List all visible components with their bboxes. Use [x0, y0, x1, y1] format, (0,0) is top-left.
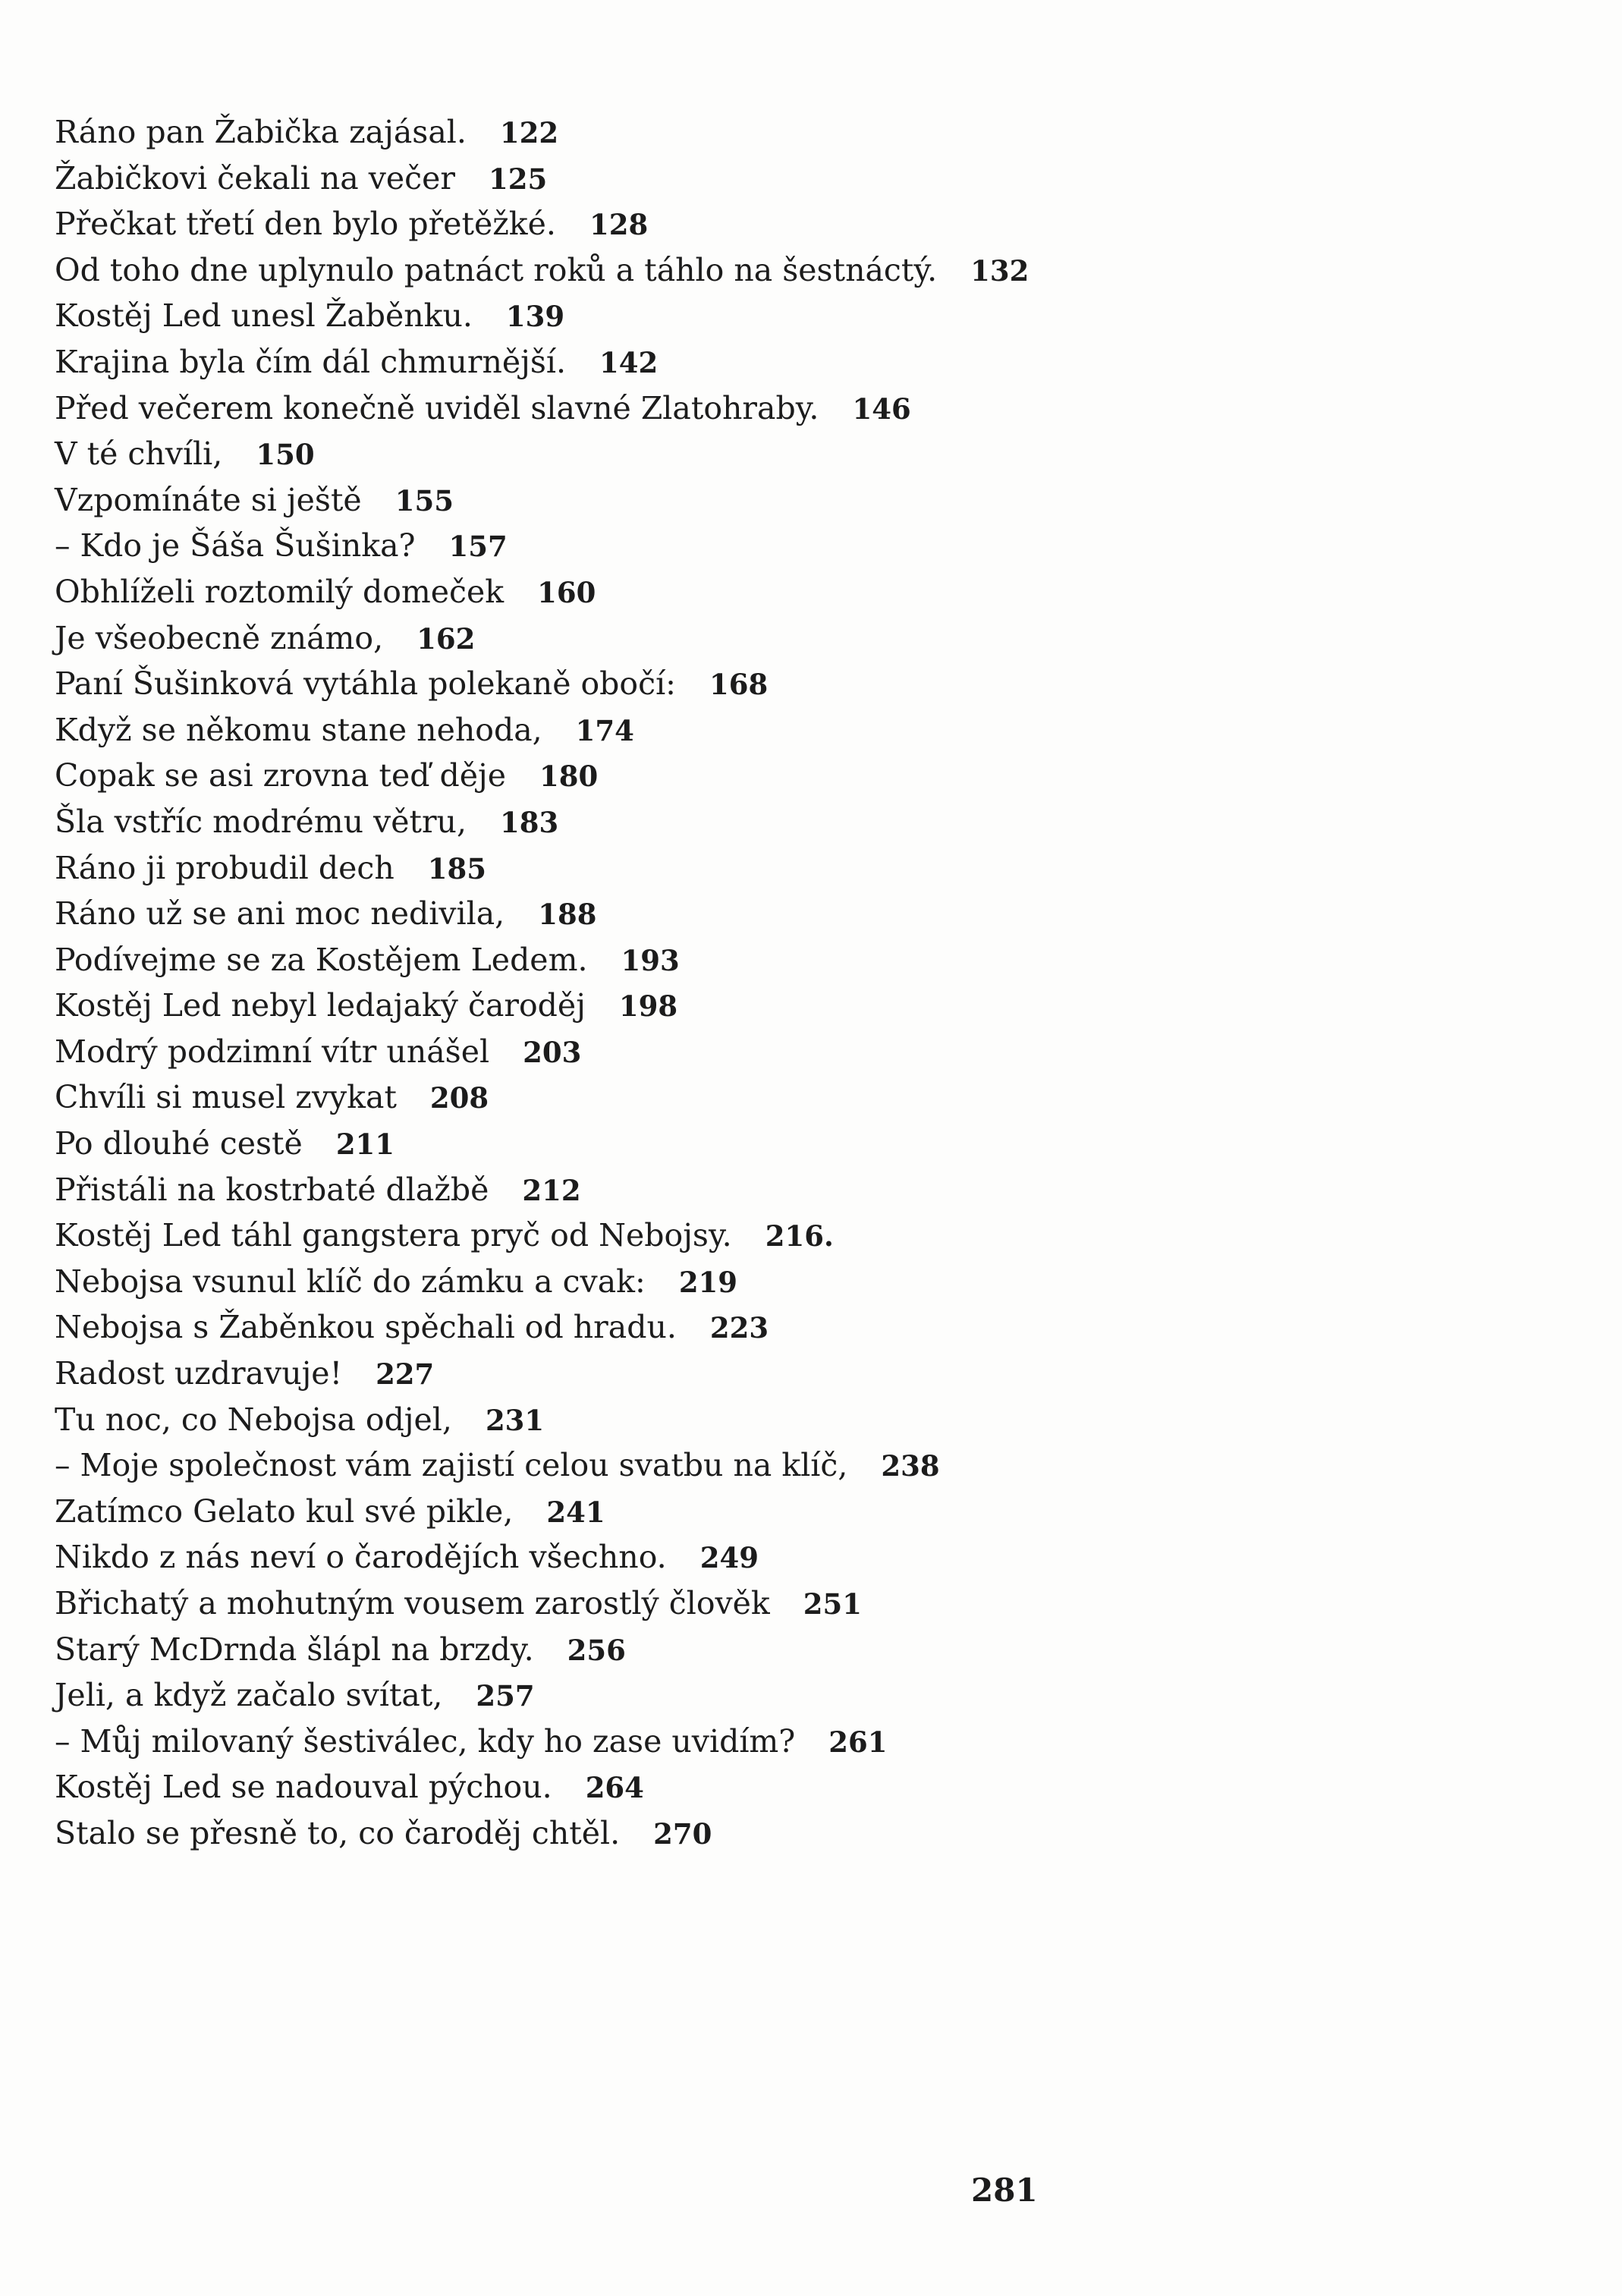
- toc-entry-page: 122: [499, 116, 559, 149]
- toc-entry: [55, 247, 1420, 294]
- toc-entry-title: Žabičkovi čekali na večer: [55, 159, 455, 197]
- toc-entry: [55, 1029, 1420, 1075]
- toc-entry-title: Paní Šušinková vytáhla polekaně obočí:: [55, 665, 676, 703]
- toc-entry-page: 216.: [765, 1219, 834, 1253]
- toc-entry-page: 249: [699, 1541, 759, 1575]
- toc-entry-title: Přistáli na kostrbaté dlažbě: [55, 1171, 489, 1208]
- toc-entry-page: 146: [852, 392, 911, 426]
- toc-entry-page: 203: [523, 1035, 582, 1069]
- toc-entry: [55, 845, 1420, 892]
- toc-entry-title: Modrý podzimní vítr unášel: [55, 1033, 490, 1070]
- toc-entry-title: Kostěj Led unesl Žaběnku.: [55, 297, 473, 335]
- toc-entry-title: Vzpomínáte si ještě: [55, 481, 362, 518]
- toc-entry: [55, 1397, 1420, 1443]
- toc-entry-page: 211: [335, 1128, 395, 1162]
- toc-entry-page: 257: [476, 1679, 535, 1713]
- toc-entry-page: 162: [417, 621, 476, 656]
- toc-entry: [55, 477, 1420, 524]
- toc-entry-title: Nikdo z nás neví o čarodějích všechno.: [55, 1539, 667, 1576]
- toc-entry-page: 160: [537, 575, 596, 609]
- toc-entry-title: Kostěj Led se nadouval pýchou.: [55, 1769, 552, 1806]
- toc-entry-page: 180: [539, 760, 599, 794]
- toc-entry-title: Kostěj Led táhl gangstera pryč od Nebojsy.: [55, 1217, 732, 1254]
- toc-entry-title: Když se někomu stane nehoda,: [55, 711, 542, 748]
- toc-entry: [55, 661, 1420, 707]
- toc-entry: [55, 983, 1420, 1029]
- toc-entry-title: Před večerem konečně uviděl slavné Zlatohraby.: [55, 389, 819, 426]
- toc-entry-page: 270: [653, 1816, 712, 1851]
- toc-entry-page: 185: [427, 851, 487, 885]
- toc-entry-title: – Můj milovaný šestiválec, kdy ho zase uvidím?: [55, 1722, 796, 1760]
- toc-entry: [55, 385, 1420, 432]
- toc-entry-page: 231: [485, 1403, 545, 1437]
- toc-entry-title: Kostěj Led nebyl ledajaký čaroděj: [55, 987, 586, 1024]
- toc-entry-title: Je všeobecně známo,: [55, 619, 384, 656]
- toc-entry-title: Přečkat třetí den bylo přetěžké.: [55, 206, 556, 243]
- toc-entry-page: 261: [828, 1725, 888, 1759]
- toc-entry: [55, 615, 1420, 662]
- toc-entry-title: – Kdo je Šáša Šušinka?: [55, 527, 416, 565]
- toc-entry-page: 183: [500, 805, 559, 839]
- toc-entry: [55, 1259, 1420, 1305]
- toc-entry: [55, 431, 1420, 477]
- toc-entry-page: 193: [621, 943, 680, 977]
- toc-entry: [55, 891, 1420, 937]
- toc-entry-title: Nebojsa s Žaběnkou spěchali od hradu.: [55, 1309, 677, 1346]
- toc-entry: [55, 1810, 1420, 1857]
- toc-entry: [55, 569, 1420, 615]
- toc-entry: [55, 1672, 1420, 1719]
- toc-entry: [55, 753, 1420, 799]
- toc-entry: [55, 1212, 1420, 1259]
- toc-entry: [55, 1121, 1420, 1167]
- toc-entry: [55, 799, 1420, 845]
- toc-entry-title: Chvíli si musel zvykat: [55, 1079, 397, 1116]
- toc-entry-page: 198: [618, 989, 678, 1024]
- toc-entry-page: 223: [709, 1311, 769, 1345]
- toc-entry: [55, 1764, 1420, 1810]
- toc-entry: [55, 523, 1420, 569]
- toc-entry-title: Starý McDrnda šlápl na brzdy.: [55, 1631, 534, 1668]
- toc-entry: [55, 293, 1420, 339]
- toc-entry-page: 264: [585, 1771, 644, 1805]
- toc-entry-page: 142: [599, 345, 659, 379]
- page-number: 281: [971, 2172, 1038, 2209]
- toc-entry-title: Břichatý a mohutným vousem zarostlý člověk: [55, 1585, 770, 1621]
- toc-entry-page: 174: [575, 713, 634, 747]
- toc-entry-title: Copak se asi zrovna teď děje: [55, 757, 507, 794]
- toc-entry-page: 208: [429, 1081, 489, 1115]
- toc-entry-page: 128: [589, 208, 649, 242]
- toc-entry-page: 251: [803, 1587, 863, 1621]
- toc-entry-title: Stalo se přesně to, co čaroděj chtěl.: [55, 1814, 621, 1851]
- toc-entry: [55, 1719, 1420, 1765]
- toc-entry-title: – Moje společnost vám zajistí celou svatbu na klíč,: [55, 1447, 848, 1484]
- toc-entry-title: Podívejme se za Kostějem Ledem.: [55, 941, 588, 978]
- toc-entry-page: 227: [376, 1357, 435, 1392]
- toc-entry: [55, 1627, 1420, 1673]
- toc-entry: [55, 1351, 1420, 1397]
- toc-entry-title: Ráno ji probudil dech: [55, 849, 394, 886]
- toc-entry-title: Nebojsa vsunul klíč do zámku a cvak:: [55, 1263, 646, 1300]
- toc-entry: [55, 1304, 1420, 1351]
- toc-entry: [55, 707, 1420, 753]
- toc-entry-title: Šla vstříc modrému větru,: [55, 803, 467, 840]
- toc-entry: [55, 1167, 1420, 1213]
- toc-entry-title: Zatímco Gelato kul své pikle,: [55, 1492, 514, 1530]
- toc-entry-page: 125: [489, 162, 548, 196]
- toc-entry-title: Jeli, a když začalo svítat,: [55, 1677, 443, 1714]
- toc-entry-page: 219: [678, 1265, 738, 1299]
- toc-entry-page: 256: [567, 1633, 626, 1667]
- toc-entry: [55, 109, 1420, 156]
- toc-entry-title: Krajina byla čím dál chmurnější.: [55, 343, 567, 380]
- toc-entry-page: 212: [522, 1173, 581, 1207]
- toc-entry-title: Obhlíželi roztomilý domeček: [55, 573, 505, 610]
- table-of-contents: [55, 109, 1420, 1857]
- toc-entry-title: Ráno už se ani moc nedivila,: [55, 895, 505, 933]
- toc-entry: [55, 201, 1420, 247]
- toc-entry: [55, 1489, 1420, 1535]
- toc-entry-title: V té chvíli,: [55, 436, 223, 473]
- toc-entry-page: 157: [448, 530, 508, 564]
- toc-entry: [55, 339, 1420, 385]
- toc-entry-title: Po dlouhé cestě: [55, 1125, 303, 1162]
- toc-entry-page: 139: [505, 300, 565, 334]
- toc-entry-title: Radost uzdravuje!: [55, 1355, 343, 1392]
- toc-entry-page: 155: [394, 483, 454, 517]
- toc-entry: [55, 156, 1420, 202]
- toc-entry-page: 238: [881, 1449, 940, 1483]
- toc-entry: [55, 937, 1420, 983]
- toc-entry: [55, 1442, 1420, 1489]
- toc-entry: [55, 1074, 1420, 1121]
- toc-entry-title: Tu noc, co Nebojsa odjel,: [55, 1401, 452, 1438]
- toc-entry-page: 188: [538, 898, 597, 932]
- toc-entry-page: 168: [709, 668, 769, 702]
- toc-entry: [55, 1580, 1420, 1627]
- toc-entry-title: Ráno pan Žabička zajásal.: [55, 114, 467, 150]
- toc-entry-page: 132: [970, 253, 1029, 288]
- toc-entry: [55, 1534, 1420, 1580]
- toc-entry-title: Od toho dne uplynulo patnáct roků a táhlo na šestnáctý.: [55, 251, 938, 288]
- toc-entry-page: 150: [256, 438, 315, 472]
- toc-entry-page: 241: [546, 1495, 605, 1529]
